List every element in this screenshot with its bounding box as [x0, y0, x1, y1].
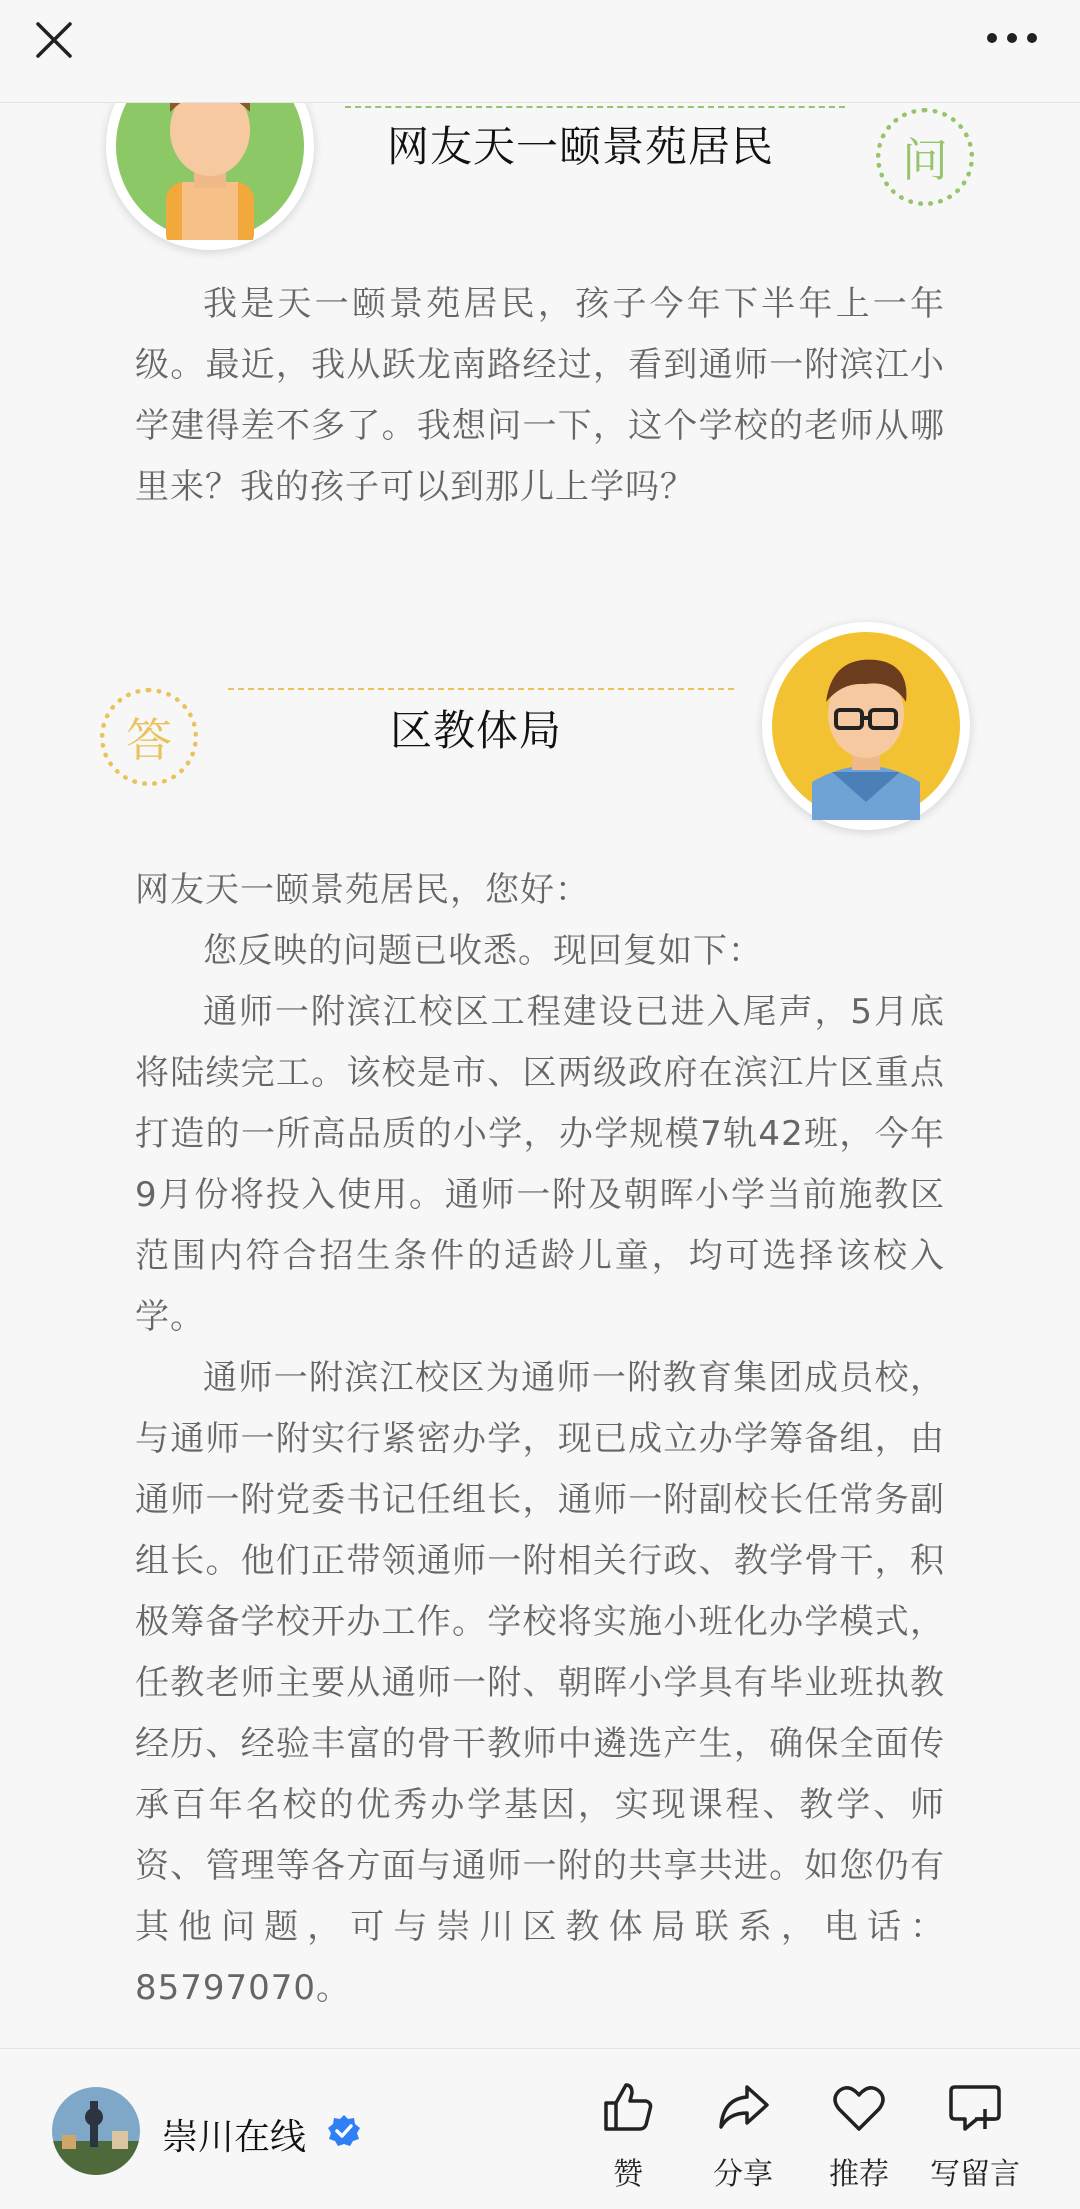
comment-add-icon — [947, 2079, 1003, 2135]
share-button[interactable] — [683, 2079, 803, 2193]
answer-author: 区教体局 — [390, 706, 563, 755]
verified-badge-icon — [326, 2113, 362, 2153]
answer-greeting: 网友天一颐景苑居民，您好： — [135, 870, 590, 910]
answer-divider — [228, 688, 734, 690]
answer-paragraph: 您反映的问题已收悉。现回复如下： — [203, 931, 763, 971]
question-divider — [345, 106, 845, 108]
recommend-button[interactable] — [799, 2079, 919, 2193]
thumbs-up-icon — [600, 2079, 656, 2135]
answer-badge: 答 — [100, 688, 198, 786]
answer-paragraph: 通师一附滨江校区为通师一附教育集团成员校，与通师一附实行紧密办学，现已成立办学筹备组，由通师一附党委书记任组长，通师一附副校长任常务副组长。他们正带领通师一附相关行政、教学骨干，积极筹备学校开办工作。学校将实施小班化办学模式，任教老师主要从通师一附、朝晖小学具有毕业班执教经历、经验丰富的骨干教师中遴选产生，确保全面传承百年名校的优秀办学基因，实现课程、教学、师资、管理等各方面与通师一附的共享共进。如您仍有其他问题，可与崇川区教体局联系，电话：85797070。 — [135, 1358, 945, 2008]
top-bar — [0, 0, 1080, 103]
bottom-bar — [0, 2048, 1080, 2209]
question-text: 我是天一颐景苑居民，孩子今年下半年上一年级。最近，我从跃龙南路经过，看到通师一附滨江小学建得差不多了。我想问一下，这个学校的老师从哪里来？我的孩子可以到那儿上学吗？ — [135, 284, 945, 507]
netizen-avatar — [106, 102, 314, 250]
account-name[interactable]: 崇川在线 — [162, 2117, 307, 2158]
answer-paragraph: 通师一附滨江校区工程建设已进入尾声，5月底将陆续完工。该校是市、区两级政府在滨江片区重点打造的一所高品质的小学，办学规模7轨42班，今年9月份将投入使用。通师一附及朝晖小学当前施教区范围内符合招生条件的适龄儿童，均可选择该校入学。 — [135, 992, 945, 1337]
close-icon[interactable] — [30, 16, 78, 64]
question-badge: 问 — [876, 108, 974, 206]
question-author: 网友天一颐景苑居民 — [387, 122, 775, 171]
comment-label: 写留言 — [930, 2157, 1020, 2192]
bureau-avatar — [762, 622, 970, 830]
like-button[interactable] — [568, 2079, 688, 2193]
more-dots-icon[interactable] — [982, 20, 1042, 56]
share-icon — [715, 2079, 771, 2135]
like-label: 赞 — [613, 2157, 643, 2192]
account-avatar[interactable] — [52, 2087, 140, 2175]
comment-button[interactable] — [915, 2079, 1035, 2193]
article-content — [0, 102, 1080, 2048]
heart-icon — [831, 2079, 887, 2135]
share-label: 分享 — [713, 2157, 773, 2192]
recommend-label: 推荐 — [829, 2157, 889, 2192]
